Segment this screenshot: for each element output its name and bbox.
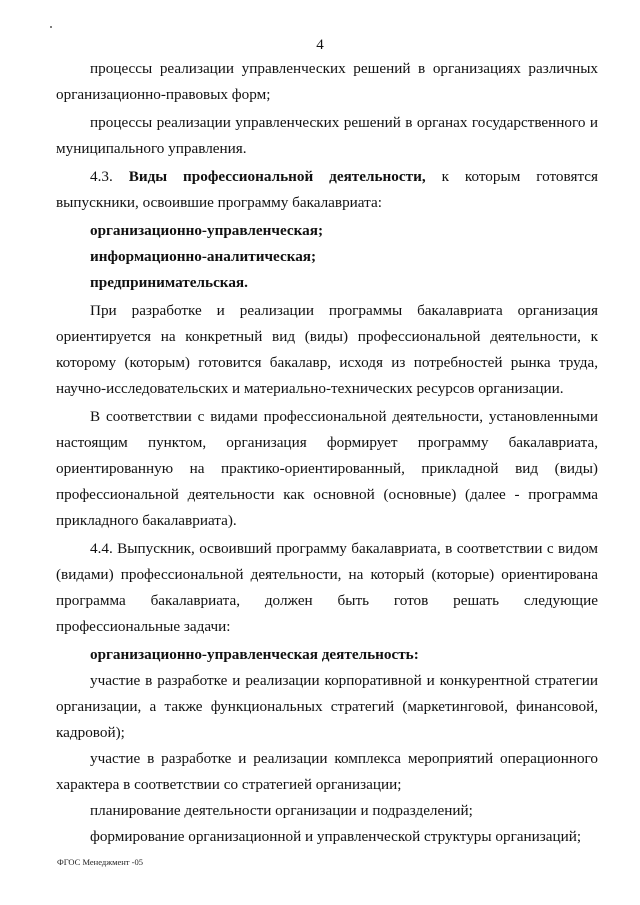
scan-speck bbox=[50, 26, 52, 28]
section-4-3-paragraph bbox=[56, 164, 598, 216]
task-2: участие в разработке и реализации комплекса мероприятий операционного характера в соответствии со стратегией организации; bbox=[56, 750, 598, 793]
section-heading-bold: Виды профессиональной деятельности, bbox=[128, 168, 426, 185]
activity-type-1: организационно-управленческая; bbox=[90, 222, 323, 239]
task-1: участие в разработке и реализации корпоративной и конкурентной стратегии организации, а также функциональных стратегий (маркетинговой, финансовой, кадровой); bbox=[56, 672, 598, 741]
page-number: 4 bbox=[316, 37, 324, 53]
activity-type-2: информационно-аналитическая; bbox=[90, 248, 317, 265]
task-3: планирование деятельности организации и подразделений; bbox=[90, 802, 473, 819]
section-text: к которым готовятся выпускники, освоившие программу бакалавриата: bbox=[56, 168, 598, 211]
paragraph-applied-bachelor: В соответствии с видами профессиональной деятельности, установленными настоящим пунктом, организация формирует программу бакалавриата, ориентированную на практико-ориентированный, прикладной вид (виды) профессиональной деятельности как основной (основные) (далее - программа прикладного бакалавриата). bbox=[56, 408, 598, 529]
activity-heading: организационно-управленческая деятельность: bbox=[90, 646, 419, 663]
footer-label: ФГОС Менеджмент -05 bbox=[57, 857, 143, 867]
paragraph-orientation: При разработке и реализации программы бакалавриата организация ориентируется на конкретный вид (виды) профессиональной деятельности, к которому (которым) готовится бакалавр, исходя из потребностей рынка труда, научно-исследовательских и материально-технических ресурсов организации. bbox=[56, 302, 598, 397]
document-body bbox=[56, 56, 598, 850]
section-number: 4.3. bbox=[90, 168, 113, 185]
activity-type-3: предпринимательская. bbox=[90, 274, 248, 291]
paragraph-1: процессы реализации управленческих решений в организациях различных организационно-правовых форм; bbox=[56, 60, 598, 103]
task-4: формирование организационной и управленческой структуры организаций; bbox=[90, 828, 582, 845]
section-4-4-paragraph: 4.4. Выпускник, освоивший программу бакалавриата, в соответствии с видом (видами) профессиональной деятельности, на который (которые) ориентирована программа бакалавриата, должен быть готов решать следующие профессиональные задачи: bbox=[56, 540, 598, 635]
paragraph-2: процессы реализации управленческих решений в органах государственного и муниципального управления. bbox=[56, 114, 598, 157]
